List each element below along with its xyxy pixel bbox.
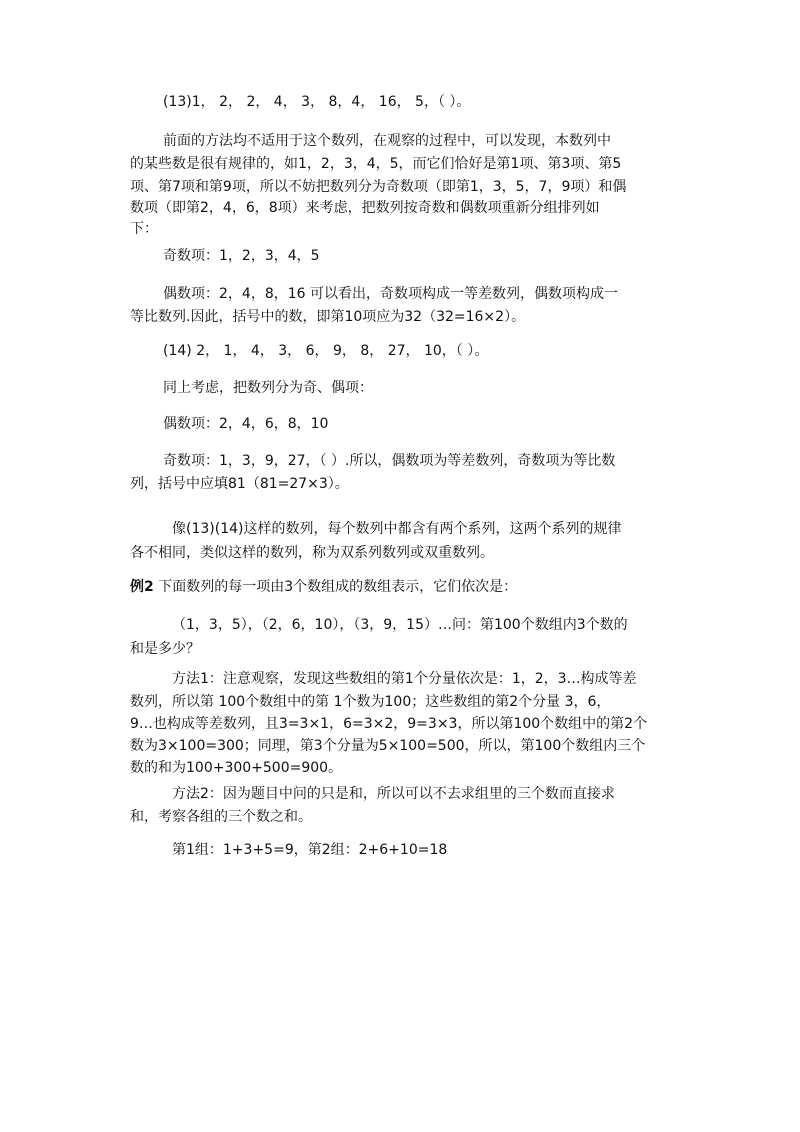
example-label: 例2	[130, 579, 154, 595]
text-line: 方法1：注意观察，发现这些数组的第1个分量依次是：1，2，3…构成等差	[172, 671, 637, 687]
text-line: 奇数项：1，2，3，4，5	[163, 248, 320, 264]
text-line: 数项（即第2，4，6，8项）来考虑，把数列按奇数和偶数项重新分组排列如	[130, 200, 600, 216]
text-line: 前面的方法均不适用于这个数列，在观察的过程中，可以发现，本数列中	[163, 133, 611, 149]
text-line: （1，3，5），（2，6，10），（3，9，15）…问：第100个数组内3个数的	[172, 617, 628, 633]
example-heading-line	[130, 578, 517, 596]
text-line: 各不相同，类似这样的数列，称为双系列数列或双重数列。	[130, 545, 494, 561]
text-line: 第1组：1+3+5=9，第2组：2+6+10=18	[172, 842, 448, 858]
text-line: 和是多少？	[130, 641, 200, 657]
text-line: (13)1， 2， 2， 4， 3， 8，4， 16， 5，（ ）。	[163, 94, 471, 110]
text-line: 列，括号中应填81（81=27×3）。	[130, 476, 349, 492]
text-line: 下：	[130, 221, 158, 237]
text-line: 偶数项：2，4，6，8，10	[163, 416, 329, 432]
text-line: (14) 2， 1， 4， 3， 6， 9， 8， 27， 10，（ ）。	[163, 343, 489, 359]
text-line: 偶数项：2，4，8，16 可以看出，奇数项构成一等差数列，偶数项构成一	[163, 286, 618, 302]
text-line: 奇数项：1，3，9，27，（ ）.所以，偶数项为等差数列，奇数项为等比数	[163, 453, 616, 469]
text-line: 和，考察各组的三个数之和。	[130, 809, 312, 825]
text-line: 数列，所以第 100个数组中的第 1个数为100；这些数组的第2个分量 3，6，	[130, 694, 611, 710]
text-line: 数的和为100+300+500=900。	[130, 760, 343, 776]
text-line: 同上考虑，把数列分为奇、偶项：	[163, 380, 373, 396]
text-line: 方法2：因为题目中问的只是和，所以可以不去求组里的三个数而直接求	[172, 786, 615, 802]
example-heading-text: 下面数列的每一项由3个数组成的数组表示，它们依次是：	[158, 579, 518, 595]
text-line: 的某些数是很有规律的，如1，2，3，4，5，而它们恰好是第1项、第3项、第5	[130, 156, 622, 172]
text-line: 9…也构成等差数列，且3=3×1，6=3×2，9=3×3，所以第100个数组中的第2个	[130, 716, 648, 732]
text-line: 项、第7项和第9项，所以不妨把数列分为奇数项（即第1，3，5，7，9项）和偶	[130, 179, 627, 195]
text-line: 像(13)(14)这样的数列，每个数列中都含有两个系列，这两个系列的规律	[172, 521, 622, 537]
text-line: 等比数列.因此，括号中的数，即第10项应为32（32=16×2）。	[130, 309, 526, 325]
text-line: 数为3×100=300；同理，第3个分量为5×100=500，所以，第100个数组内三个	[130, 738, 646, 754]
